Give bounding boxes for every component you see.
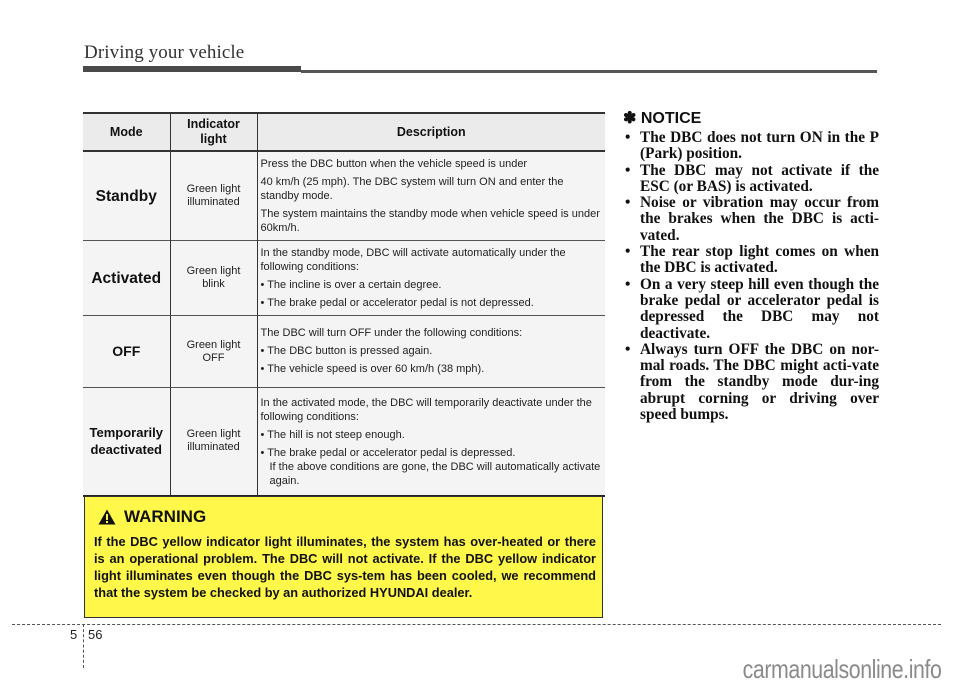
description-bullet: • The hill is not steep enough. (260, 429, 405, 441)
title-bar-rule (301, 70, 877, 73)
column-header-description: Description (257, 113, 605, 151)
description-cell (257, 241, 605, 316)
description-line: Press the DBC button when the vehicle speed is under (260, 158, 528, 170)
footer-divider (12, 624, 941, 625)
description-bullet: • The brake pedal or accelerator pedal is not depressed. (260, 297, 534, 309)
notice-item: • The DBC may not activate if the ESC (or BAS) is activated. (623, 163, 879, 196)
indicator-label: Green light illuminated (186, 183, 241, 208)
table-row (83, 151, 605, 241)
description-bullet: • The incline is over a certain degree. (260, 279, 442, 291)
description-line: The DBC will turn OFF under the following conditions: (260, 327, 523, 339)
description-line: The system maintains the standby mode when vehicle speed is under 60km/h. (260, 208, 600, 234)
description-line: In the activated mode, the DBC will temporarily deactivate under the following conditions: (260, 397, 592, 423)
indicator-label: Green light OFF (186, 338, 241, 364)
warning-header (98, 507, 596, 527)
indicator-cell (170, 151, 257, 241)
description-note: If the above conditions are gone, the DBC will automatically activate again. (269, 461, 601, 487)
description-cell (257, 388, 605, 496)
page-number: 56 (88, 627, 103, 642)
notice-item: • Noise or vibration may occur from the brakes when the DBC is acti-vated. (623, 195, 879, 244)
table-header-row (83, 113, 605, 151)
warning-triangle-icon (98, 509, 116, 525)
notice-header (623, 108, 879, 128)
notice-item: • Always turn OFF the DBC on nor-mal roads. The DBC might acti-vate from the standby mode dur-ing abrupt corning or driving over speed bumps. (623, 342, 879, 423)
description-line: In the standby mode, DBC will activate automatically under the following conditions: (260, 247, 566, 273)
section-title: Driving your vehicle (84, 42, 245, 63)
description-cell (257, 316, 605, 388)
indicator-cell (170, 388, 257, 496)
column-header-indicator (170, 113, 257, 151)
notice-section (623, 108, 879, 423)
chapter-number: 5 (70, 627, 78, 642)
table-row (83, 388, 605, 496)
dbc-mode-table (83, 112, 605, 497)
watermark: carmanualsonline.info (742, 654, 941, 684)
column-header-mode: Mode (109, 124, 143, 139)
mode-cell: OFF (112, 343, 141, 359)
mode-cell: Activated (91, 269, 162, 287)
description-bullet: • The vehicle speed is over 60 km/h (38 mph). (260, 363, 485, 375)
indicator-label: Green light illuminated (186, 428, 241, 454)
indicator-label: Green light blink (186, 265, 241, 290)
description-line: 40 km/h (25 mph). The DBC system will turn ON and enter the standby mode. (260, 176, 564, 202)
title-bar-thick (83, 66, 301, 72)
notice-item: • The rear stop light comes on when the DBC is activated. (623, 244, 879, 277)
notice-item: • On a very steep hill even though the brake pedal or accelerator pedal is depressed the DBC may not deactivate. (623, 277, 879, 342)
table-row (83, 241, 605, 316)
footer-page-divider (83, 624, 84, 668)
warning-box (84, 496, 603, 618)
description-bullet: • The brake pedal or accelerator pedal is depressed. (260, 447, 516, 459)
mode-cell: Standby (95, 187, 157, 205)
indicator-cell (170, 316, 257, 388)
notice-title: NOTICE (640, 110, 702, 127)
warning-title: WARNING (124, 507, 207, 526)
description-bullet: • The DBC button is pressed again. (260, 345, 433, 357)
notice-list (623, 130, 879, 423)
table-row (83, 316, 605, 388)
warning-text: If the DBC yellow indicator light illuminates, the system has over-heated or there is an operational problem. The DBC will not activate. If the DBC yellow indicator light illuminates even though the DBC sys-tem has been cooled, we recommend that the system be checked by an authorized HYUNDAI dealer. (94, 534, 596, 600)
mode-cell (83, 388, 170, 496)
asterisk-icon: ✽ (623, 110, 637, 127)
notice-item: • The DBC does not turn ON in the P (Park) position. (623, 130, 879, 163)
description-cell (257, 151, 605, 241)
mode-label: Temporarily deactivated (89, 425, 163, 458)
indicator-cell (170, 241, 257, 316)
column-header-indicator-label: Indicator light (187, 117, 240, 146)
